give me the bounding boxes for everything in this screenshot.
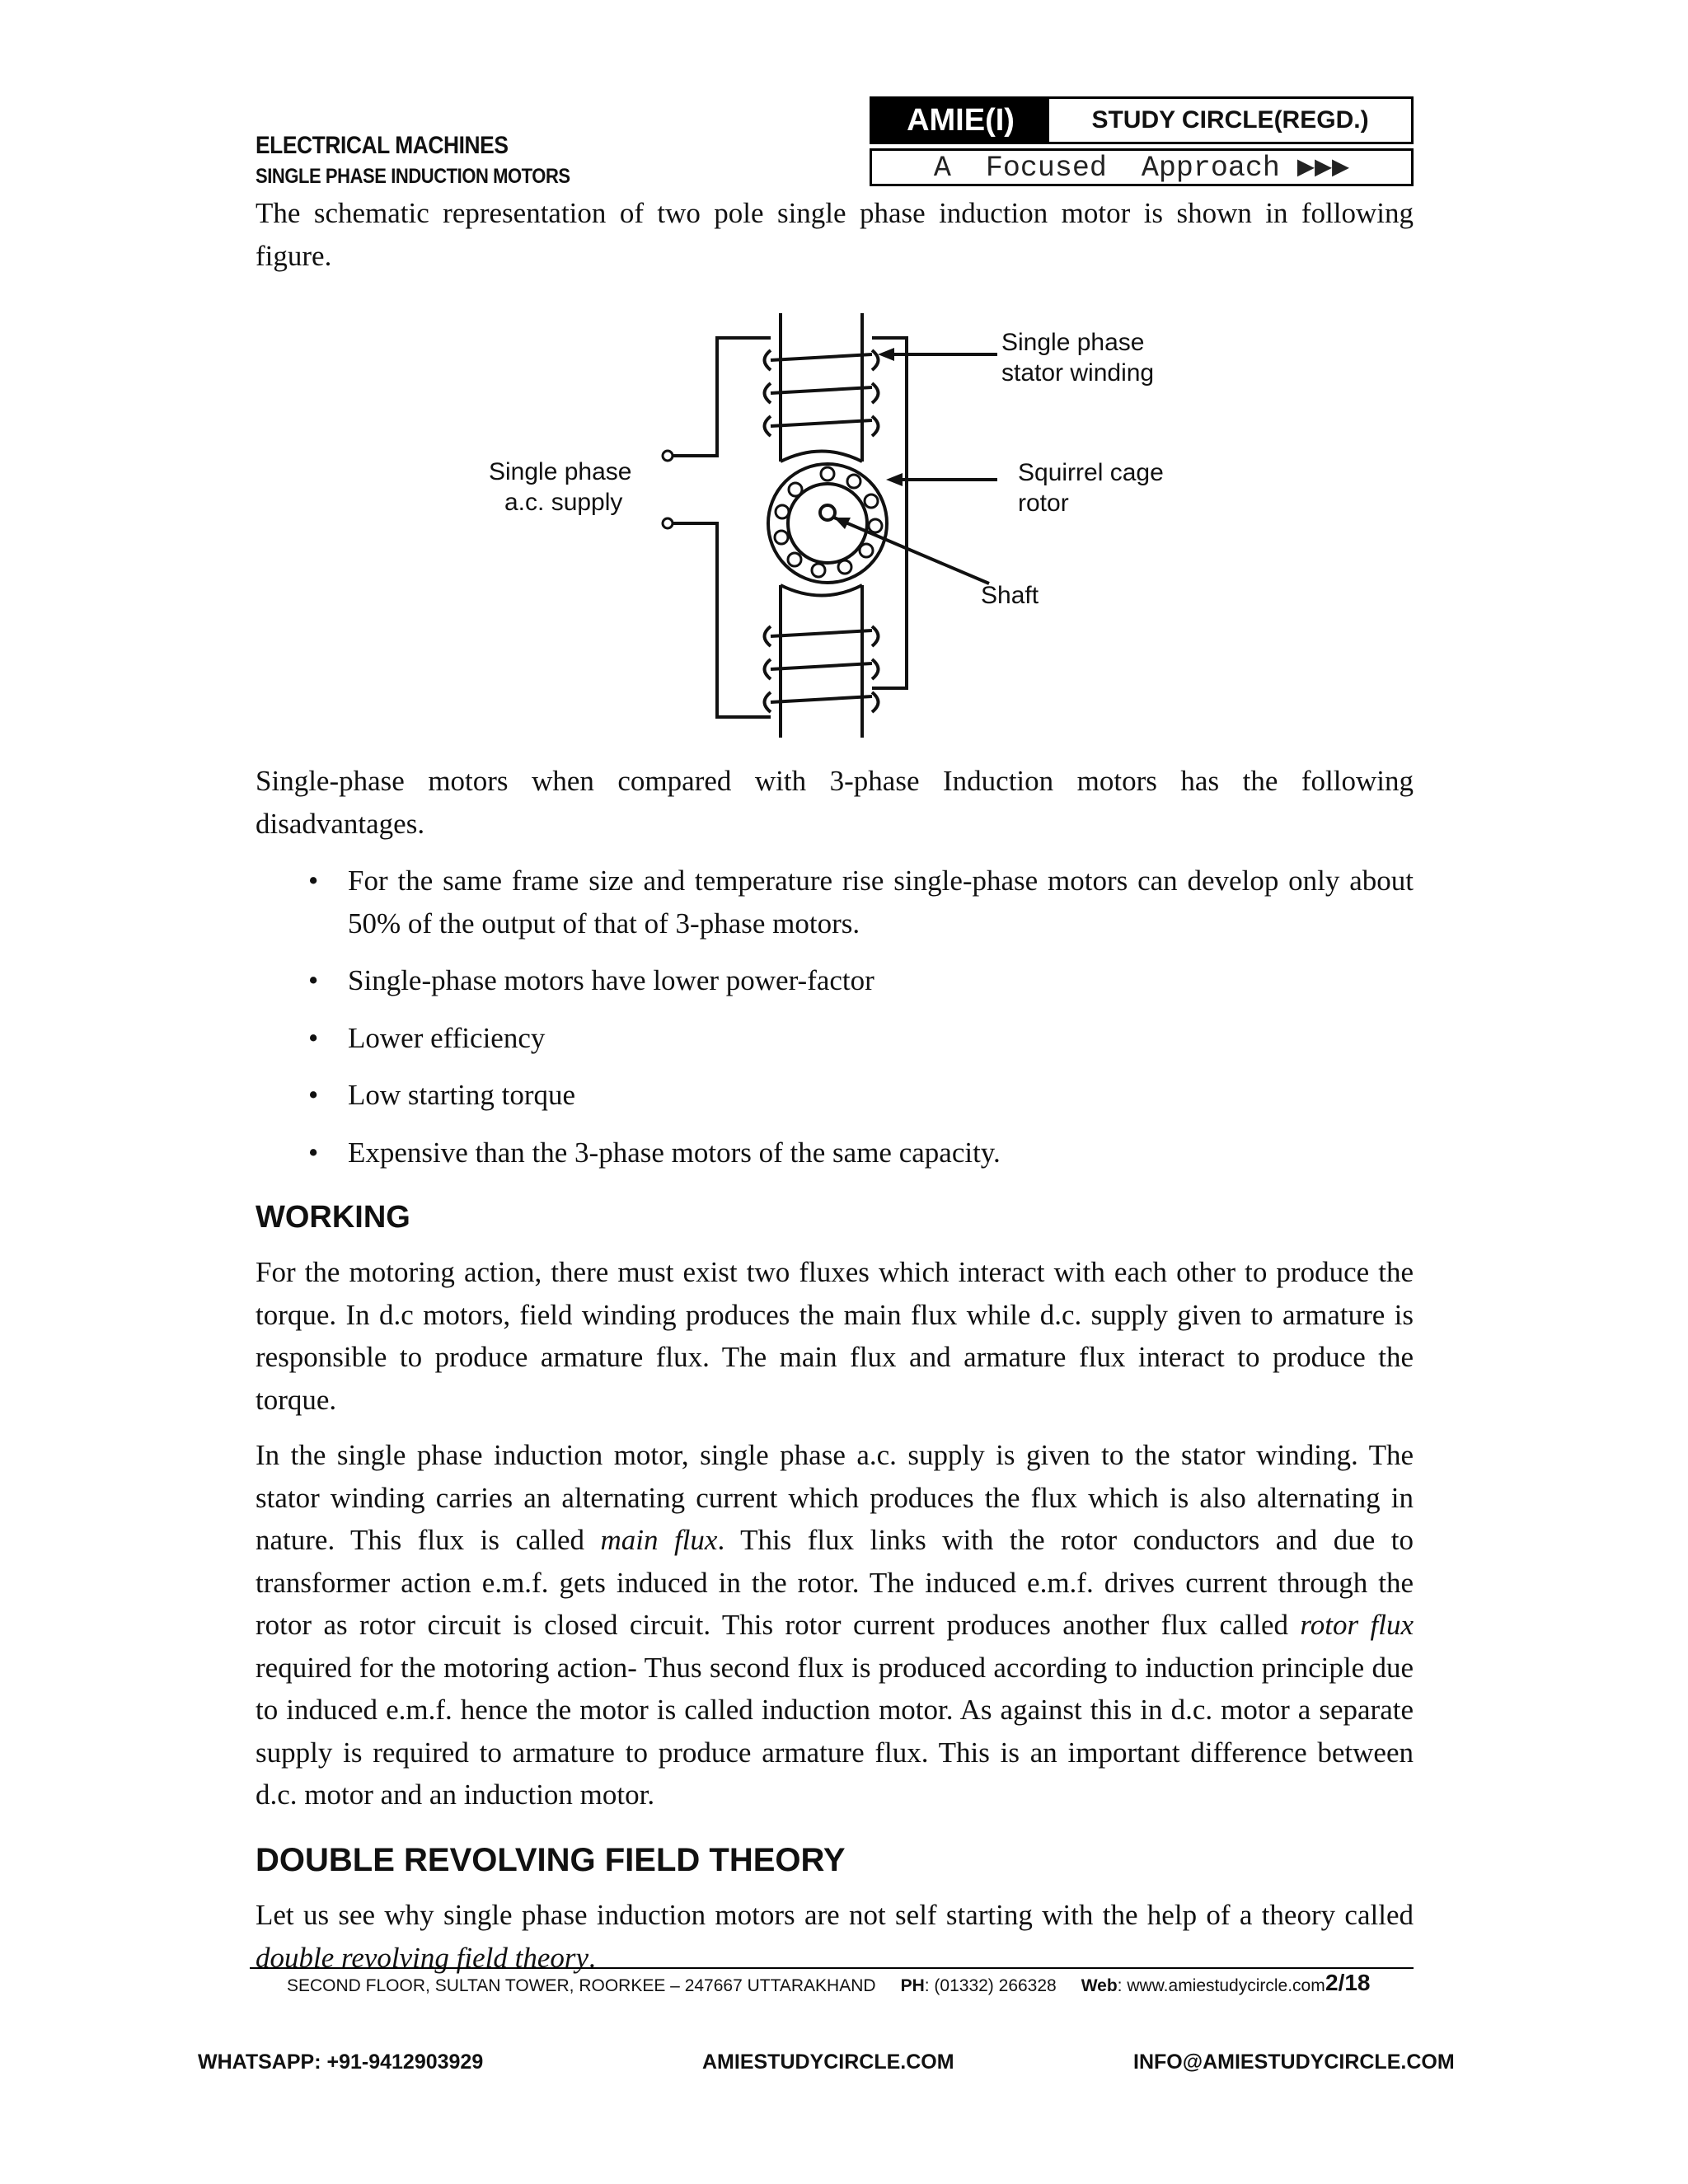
- phone-label: PH: [900, 1976, 925, 1995]
- stator-link-right: [872, 416, 907, 688]
- top-coil-right-loops: [872, 350, 879, 436]
- bullet-item: • Low starting torque: [256, 1074, 1414, 1117]
- top-coil-turn: [771, 354, 872, 360]
- address-text: SECOND FLOOR, SULTAN TOWER, ROORKEE – 247667 UTTARAKHAND: [287, 1976, 876, 1995]
- working-paragraph-2: [256, 1434, 1414, 1816]
- drft-term: double revolving field theory: [256, 1941, 589, 1974]
- bullet-item: • For the same frame size and temperature rise single-phase motors can develop only about 50% of the output of that of 3-phase motors.: [256, 860, 1414, 944]
- supply-wire-bottom: [672, 523, 771, 717]
- label-stator-1: Single phase: [1001, 329, 1145, 356]
- disadvantages-list: [256, 860, 1414, 1188]
- top-coil-turn: [771, 420, 872, 426]
- bottom-coil-turn: [771, 663, 872, 669]
- topic-title: SINGLE PHASE INDUCTION MOTORS: [256, 165, 570, 188]
- bottom-coil-left-loops: [765, 626, 771, 712]
- whatsapp-contact: WHATSAPP: +91-9412903929: [198, 2050, 484, 2074]
- bullet-item: • Expensive than the 3-phase motors of the same capacity.: [256, 1132, 1414, 1174]
- bottom-coil-turn: [771, 630, 872, 636]
- label-shaft: Shaft: [981, 582, 1039, 609]
- bullet-item: • Lower efficiency: [256, 1017, 1414, 1060]
- drft-heading: DOUBLE REVOLVING FIELD THEORY: [256, 1842, 846, 1878]
- working-paragraph-1: For the motoring action, there must exist two fluxes which interact with each other to produce the torque. In d.c motors, field winding produces the main flux while d.c. supply given to armature is responsible to produce armature flux. The main flux and armature flux interact to produce the torque.: [256, 1256, 1414, 1416]
- drft-text-a: Let us see why single phase induction motors are not self starting with the help of a theory called: [256, 1899, 1414, 1931]
- footer-address: [287, 1976, 1325, 1996]
- terminal-bottom: [663, 518, 673, 528]
- top-pole-face: [781, 452, 862, 462]
- phone-value: : (01332) 266328: [924, 1976, 1057, 1995]
- brand-left: AMIE(I): [872, 99, 1049, 142]
- drft-text-b: .: [588, 1941, 596, 1974]
- disadvantages-intro: Single-phase motors when compared with 3-phase Induction motors has the following disadvantages.: [256, 765, 1414, 840]
- working-text-c: required for the motoring action- Thus second flux is produced according to induction principle due to induced e.m.f. hence the motor is called induction motor. As against this in d.c. motor a separate supply is required to armature to produce armature flux. This is an important difference between d.c. motor and an induction motor.: [256, 1651, 1414, 1811]
- bullet-item: • Single-phase motors have lower power-factor: [256, 959, 1414, 1002]
- tagline-text: A Focused Approach ▶▶▶: [933, 152, 1350, 185]
- label-rotor-2: rotor: [1018, 490, 1069, 517]
- subject-title: ELECTRICAL MACHINES: [256, 132, 509, 159]
- bottom-coil-right-loops: [872, 626, 879, 712]
- footer-divider: [250, 1967, 1414, 1969]
- web-label: Web: [1081, 1976, 1118, 1995]
- bottom-coil-turn: [771, 696, 872, 702]
- working-text-b: . This flux links with the rotor conductors and due to transformer action e.m.f. gets induced in the rotor. The induced e.m.f. drives current through the rotor as rotor circuit is closed circuit. This rotor current produces another flux called: [256, 1524, 1414, 1641]
- brand-right: STUDY CIRCLE(REGD.): [1091, 106, 1369, 134]
- label-stator-2: stator winding: [1001, 359, 1155, 387]
- brand-box: [870, 96, 1414, 144]
- label-supply-1: Single phase: [489, 458, 632, 485]
- intro-paragraph: The schematic representation of two pole single phase induction motor is shown in following figure.: [256, 197, 1414, 272]
- stator-link-top: [872, 338, 907, 416]
- drft-paragraph: [256, 1894, 1414, 1979]
- motor-schematic: [462, 305, 1203, 750]
- bottom-pole-face: [781, 585, 862, 596]
- email-link[interactable]: INFO@AMIESTUDYCIRCLE.COM: [1133, 2050, 1455, 2074]
- shaft-circle: [820, 505, 835, 520]
- working-text-a: In the single phase induction motor, single phase a.c. supply is given to the stator winding. The stator winding carries an alternating current which produces the flux which is also alternating in nature. This flux is called: [256, 1439, 1414, 1556]
- label-supply-2: a.c. supply: [504, 489, 623, 516]
- website-link[interactable]: AMIESTUDYCIRCLE.COM: [702, 2050, 954, 2074]
- web-value: : www.amiestudycircle.com: [1117, 1976, 1325, 1995]
- top-coil-left-loops: [765, 350, 771, 436]
- tagline: [870, 148, 1414, 186]
- label-rotor-1: Squirrel cage: [1018, 459, 1164, 486]
- main-flux-term: main flux: [600, 1524, 718, 1556]
- terminal-top: [663, 451, 673, 461]
- supply-wire-top: [672, 338, 771, 456]
- top-coil-turn: [771, 387, 872, 393]
- working-heading: WORKING: [256, 1200, 410, 1235]
- rotor-flux-term: rotor flux: [1300, 1609, 1414, 1641]
- page-number: 2/18: [1325, 1970, 1371, 1995]
